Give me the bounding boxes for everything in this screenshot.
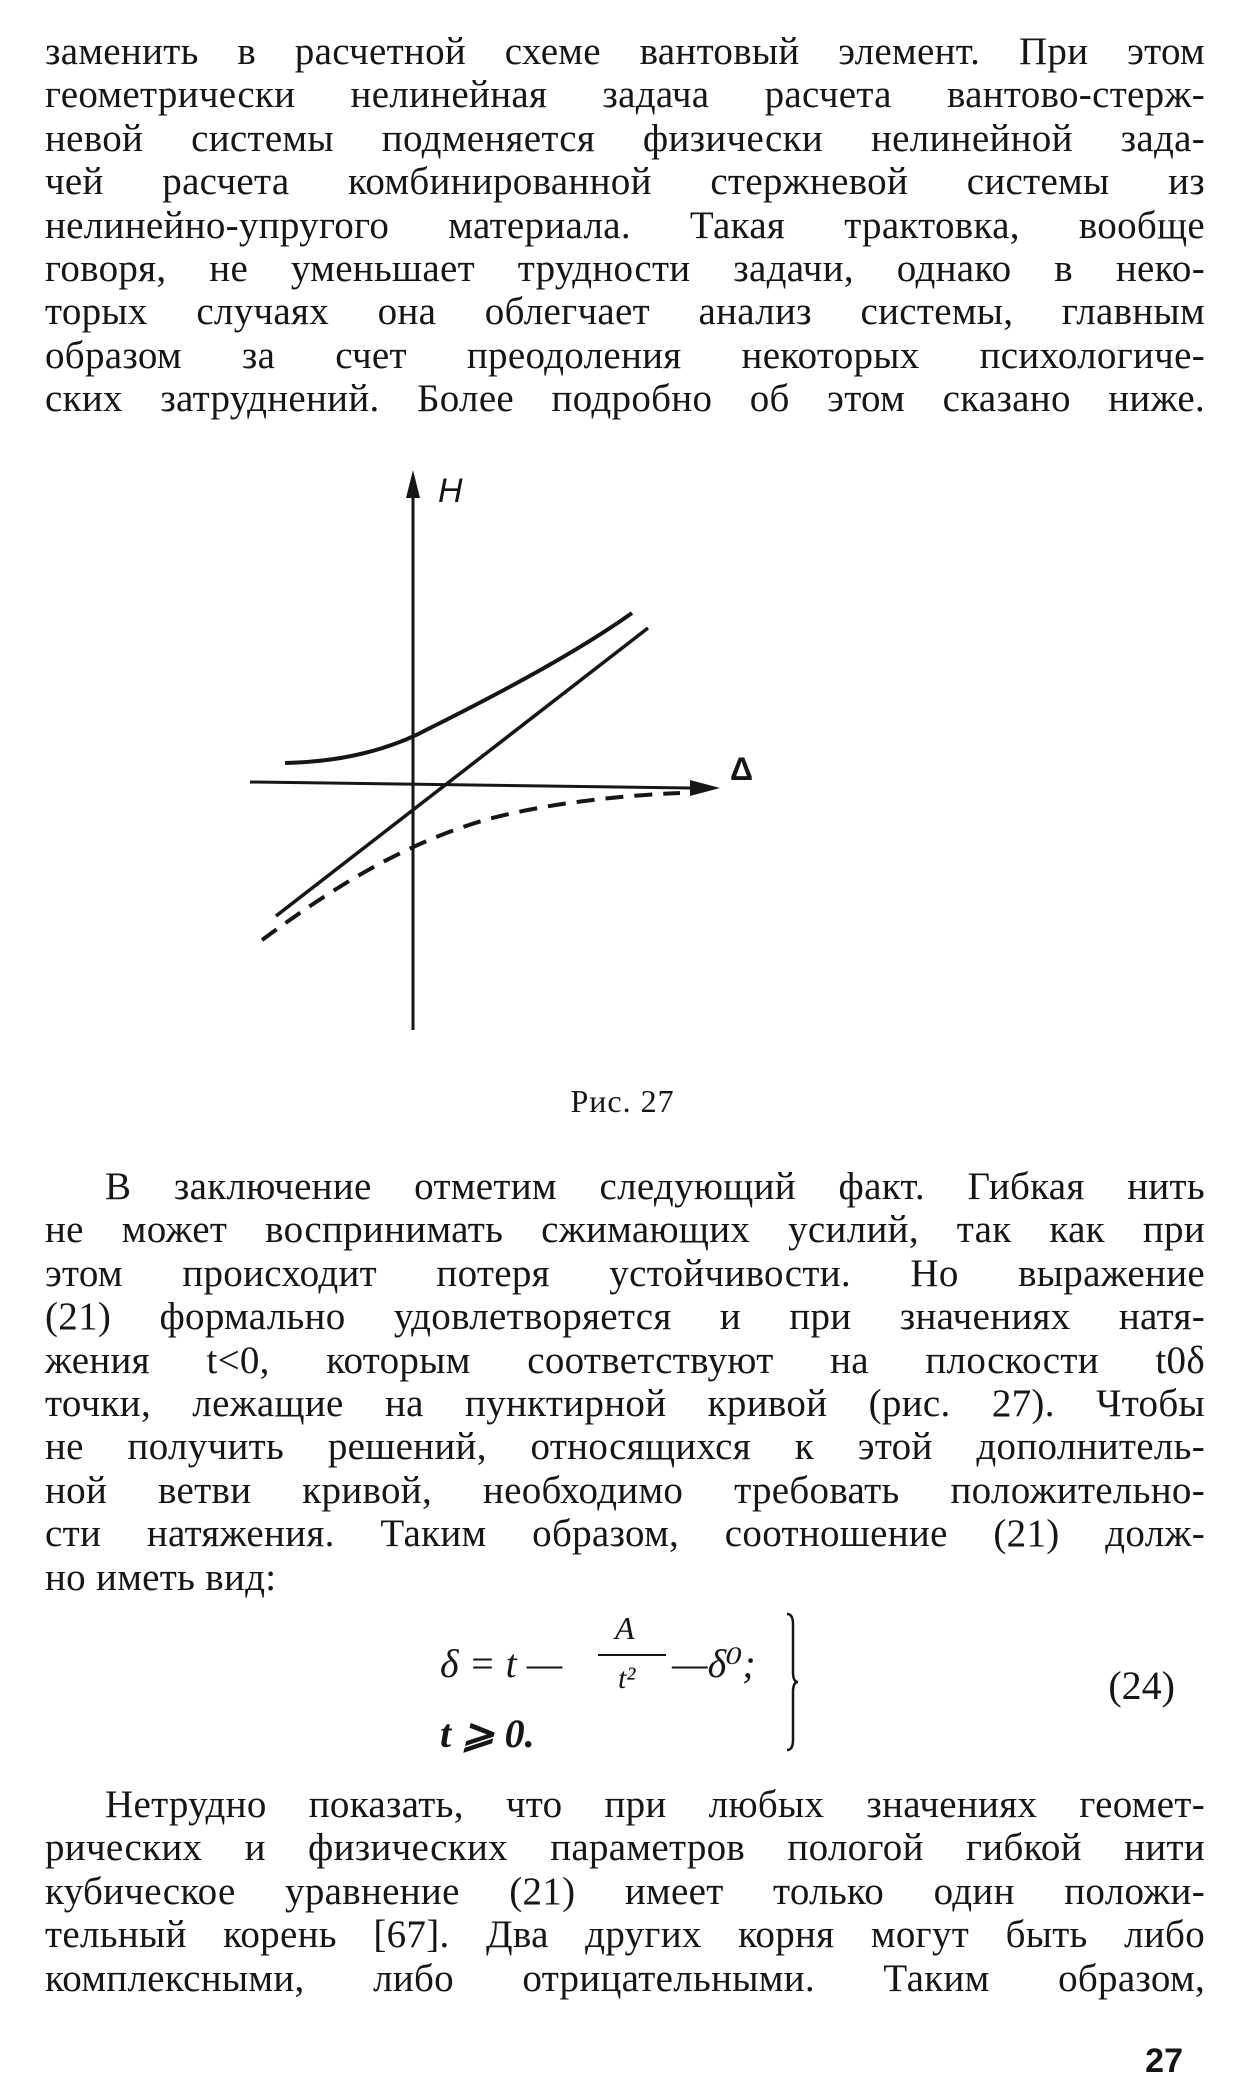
formula-fraction-denominator: t² [618,1662,636,1695]
text-line: чей расчета комбинированной стержневой системы из [45,160,1205,204]
text-line: В заключение отметим следующий факт. Гибкая нить [105,1165,1205,1208]
formula-fraction-bar [598,1654,666,1656]
paragraph-1 [45,30,1205,421]
text-line: образом за счет преодоления некоторых психологиче- [45,333,1205,377]
text-line: не может воспринимать сжимающих усилий, так как при [45,1208,1205,1252]
text-line: рических и физических параметров пологой гибкой нити [45,1826,1205,1870]
formula-fraction-numerator: A [615,1610,635,1646]
y-axis-label: H [438,472,463,510]
text-line: комплексными, либо отрицательными. Таким образом, [45,1956,1205,2000]
text-line: (21) формально удовлетворяется и при значениях натя- [45,1295,1205,1339]
page-number: 27 [1145,2042,1183,2080]
formula-condition: t ⩾ 0. [440,1711,535,1756]
text-line: невой системы подменяется физически нелинейной зада- [45,116,1205,160]
text-line: не получить решений, относящихся к этой дополнитель- [45,1425,1205,1469]
text-line: Нетрудно показать, что при любых значениях геомет- [105,1783,1205,1826]
x-axis [250,782,690,788]
solid-upper-curve [285,613,632,763]
text-line: кубическое уравнение (21) имеет только один положи- [45,1869,1205,1913]
x-axis-arrowhead [690,780,720,796]
text-line: ной ветви кривой, необходимо требовать положительно- [45,1468,1205,1512]
paragraph-2 [45,1165,1205,1599]
linear-line [276,628,648,916]
text-line: ских затруднений. Более подробно об этом сказано ниже. [45,377,1205,421]
figure-27 [250,470,1010,1070]
paragraph-3 [45,1783,1205,2000]
text-line: геометрически нелинейная задача расчета вантово-стерж- [45,73,1205,117]
x-axis-label: Δ [730,751,753,787]
text-line: этом происходит потеря устойчивости. Но выражение [45,1251,1205,1295]
text-line: жения t<0, которым соответствуют на плоскости t0δ [45,1338,1205,1382]
equation-number: (24) [1108,1663,1175,1708]
text-line: но иметь вид: [45,1555,277,1599]
y-axis-arrowhead [406,470,420,498]
formula-lhs: δ = t — [440,1641,563,1686]
text-line: говоря, не уменьшает трудности задачи, однако в неко- [45,246,1205,290]
formula-24 [420,1610,1220,1770]
text-line: тельный корень [67]. Два других корня могут быть либо [45,1913,1205,1957]
text-line: точки, лежащие на пунктирной кривой (рис. 27). Чтобы [45,1381,1205,1425]
dashed-curve [262,793,680,940]
text-line: сти натяжения. Таким образом, соотношение (21) долж- [45,1512,1205,1556]
text-line: торых случаях она облегчает анализ системы, главным [45,290,1205,334]
text-line: нелинейно-упругого материала. Такая трактовка, вообще [45,203,1205,247]
formula-brace [785,1612,799,1752]
text-line: заменить в расчетной схеме вантовый элемент. При этом [45,30,1205,73]
figure-caption: Рис. 27 [570,1083,675,1119]
formula-rhs: —δ⁰; [672,1641,756,1686]
